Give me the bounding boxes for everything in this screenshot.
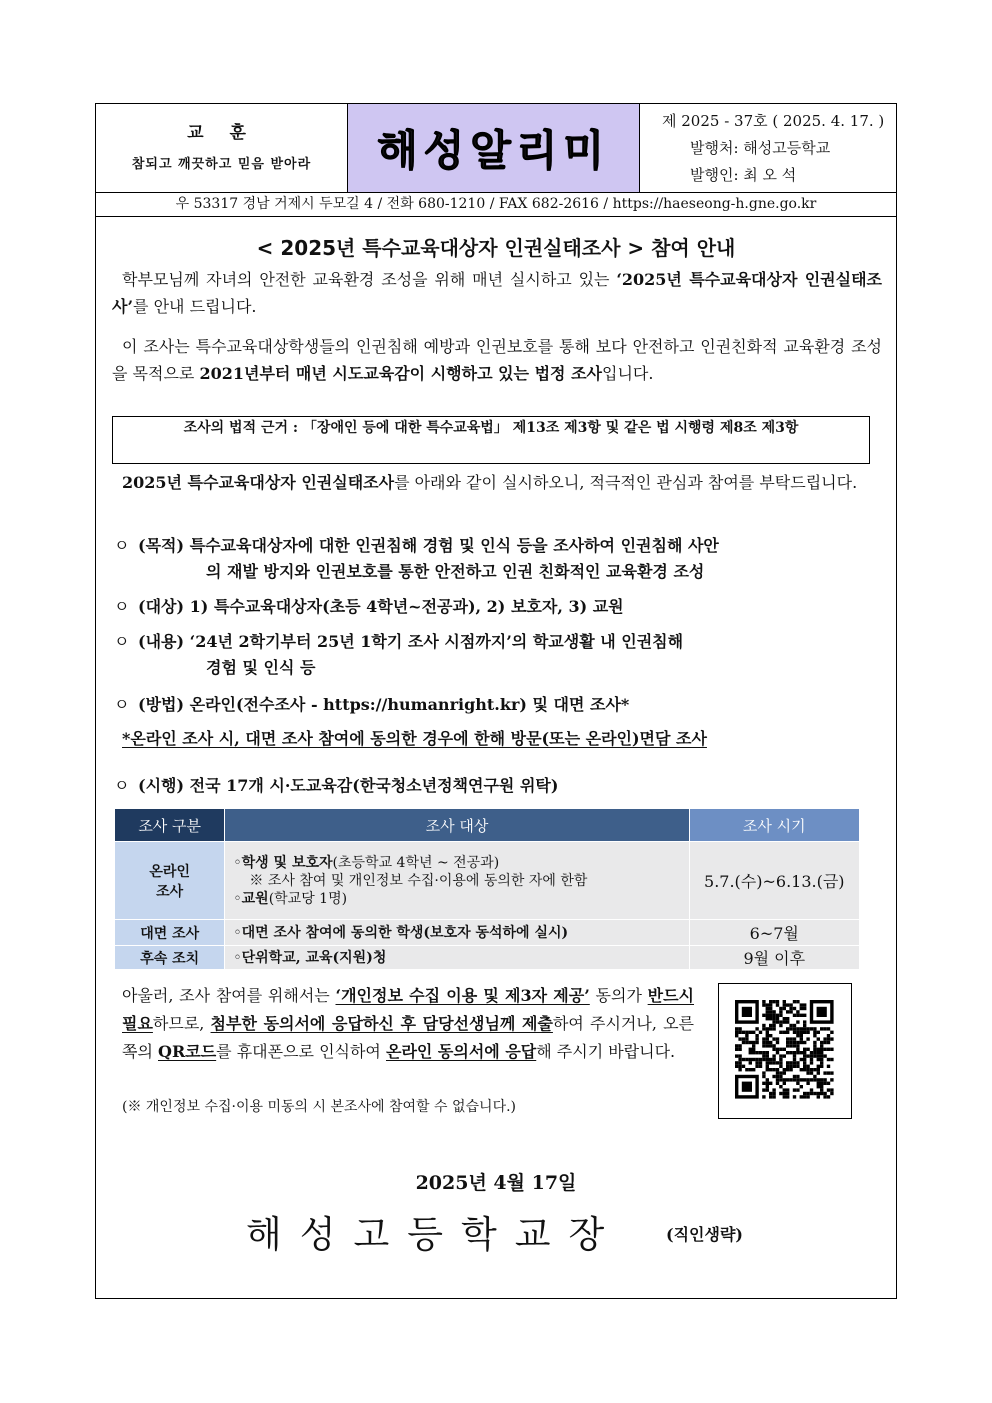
online-students-parents: ◦학생 및 보호자 (233, 854, 333, 871)
online-period: 5.7.(수)~6.13.(금) (689, 842, 859, 920)
newsletter-header (96, 104, 896, 193)
face-period: 6~7월 (689, 920, 859, 946)
follow-target: ◦단위학교, 교육(지원)청 (225, 946, 689, 970)
purpose-line-1: (목적) 특수교육대상자에 대한 인권침해 경험 및 인식 등을 조사하여 인권침해 사안 (138, 536, 719, 555)
bullet-icon: ㅇ (114, 632, 130, 651)
notice-required: 반드시 필요 (122, 986, 695, 1033)
intro1-survey-name: ‘2025년 특수교육대상자 인권실태조사’ (112, 270, 883, 316)
newsletter-title-box (348, 104, 640, 192)
header-period: 조사 시기 (689, 809, 859, 842)
intro2-legal-survey: 2021년부터 매년 시도교육감이 시행하고 있는 법정 조사 (199, 364, 602, 383)
bullet-icon: ㅇ (114, 536, 130, 555)
face-target: ◦대면 조사 참여에 동의한 학생(보호자 동석하에 실시) (225, 920, 689, 946)
item-target (114, 594, 884, 620)
newsletter-title: 해성알리미 (377, 126, 610, 175)
table-header-row (115, 809, 860, 842)
bullet-icon: ㅇ (114, 597, 130, 616)
method-text: (방법) 온라인(전수조사 - https://humanright.kr) 및 대면 조사* (138, 695, 630, 714)
legal-basis-box: 조사의 법적 근거 : 「장애인 등에 대한 특수교육법」 제13조 제3항 및 같은 법 시행령 제8조 제3항 (112, 416, 870, 464)
publisher: 발행처: 해성고등학교 (690, 139, 831, 157)
notice-text-6: 해 주시기 바랍니다. (536, 1042, 676, 1061)
header-category: 조사 구분 (115, 809, 225, 842)
method-note-text: *온라인 조사 시, 대면 조사 참여에 동의한 경우에 한해 방문(또는 온라인)면담 조사 (122, 729, 707, 748)
online-teachers: ◦교원 (233, 890, 269, 907)
follow-period: 9월 이후 (689, 946, 859, 970)
online-target-line-3 (233, 890, 688, 908)
issue-number: 제 2025 - 37호 ( 2025. 4. 17. ) (662, 112, 885, 130)
issue-date: 2025년 4월 17일 (415, 1172, 577, 1194)
content-line-2: 경험 및 인식 등 (206, 658, 316, 677)
purpose-line-2: 의 재발 방지와 인권보호를 통한 안전하고 인권 친화적인 교육환경 조성 (206, 562, 705, 581)
bullet-icon: ㅇ (114, 776, 130, 795)
item-execution (114, 773, 884, 799)
item-method (114, 692, 884, 718)
motto-label: 교 훈 (187, 123, 256, 143)
intro3-survey-name: 2025년 특수교육대상자 인권실태조사 (122, 473, 395, 492)
notice-consent-type: ‘개인정보 수집 이용 및 제3자 제공’ (335, 986, 590, 1005)
motto-box (96, 104, 348, 192)
issuer: 발행인: 최 오 석 (690, 166, 797, 184)
content-line-1: (내용) ‘24년 2학기부터 25년 1학기 조사 시점까지’의 학교생활 내 인권침해 (138, 632, 684, 651)
notice-text-2: 동의가 (589, 986, 648, 1005)
notice-text-4: 하여 주시거나, 오른쪽의 (122, 1014, 694, 1061)
bullet-icon: ㅇ (114, 695, 130, 714)
online-target (225, 842, 689, 920)
notice-submit-form: 첨부한 동의서에 응답하신 후 담당선생님께 제출 (210, 1014, 553, 1033)
item-purpose (114, 533, 884, 585)
notice-text-3: 하므로, (152, 1014, 211, 1033)
item-content (114, 629, 884, 681)
online-category: 온라인 조사 (115, 842, 225, 920)
table-row-face (115, 920, 860, 946)
consent-notice (122, 982, 694, 1066)
online-teachers-count: (학교당 1명) (268, 890, 348, 907)
table-row-follow (115, 946, 860, 970)
intro-paragraph-2 (112, 333, 882, 387)
principal-name: 해성고등학교장 (246, 1213, 623, 1256)
face-category: 대면 조사 (115, 920, 225, 946)
newsletter-frame (95, 103, 897, 1299)
notice-text-1: 아울러, 조사 참여를 위해서는 (122, 986, 336, 1005)
online-students-range: (초등학교 4학년 ~ 전공과) (332, 854, 500, 871)
online-target-line-1 (233, 854, 688, 872)
notice-online-consent: 온라인 동의서에 응답 (385, 1042, 537, 1061)
intro1-text-end: 를 안내 드립니다. (133, 297, 257, 316)
execution-text: (시행) 전국 17개 시·도교육감(한국청소년정책연구원 위탁) (138, 776, 559, 795)
online-target-note: ※ 조사 참여 및 개인정보 수집·이용에 동의한 자에 한함 (249, 872, 588, 889)
notice-text-5: 를 휴대폰으로 인식하여 (216, 1042, 386, 1061)
intro-paragraph-1 (112, 266, 882, 320)
intro2-text: 이 조사는 특수교육대상학생들의 인권침해 예방과 인권보호를 통해 보다 안전하고 인권친화적 교육환경 조성을 목적으로 (112, 337, 882, 383)
follow-category: 후속 조치 (115, 946, 225, 970)
qr-code-icon[interactable] (719, 984, 851, 1118)
table-row-online (115, 842, 860, 920)
method-note (122, 726, 892, 752)
intro1-text: 학부모님께 자녀의 안전한 교육환경 조성을 위해 매년 실시하고 있는 (122, 270, 617, 289)
intro3-text: 를 아래와 같이 실시하오니, 적극적인 관심과 참여를 부탁드립니다. (394, 473, 858, 492)
seal-omitted-note: (직인생략) (666, 1225, 743, 1244)
main-title: < 2025년 특수교육대상자 인권실태조사 > 참여 안내 (256, 236, 736, 260)
issue-info (640, 104, 896, 192)
notice-qr-code: QR코드 (158, 1042, 217, 1061)
motto-text: 참되고 깨끗하고 믿음 받아라 (131, 157, 312, 172)
qr-code-box[interactable] (718, 983, 852, 1119)
intro-paragraph-3 (112, 469, 882, 496)
target-text: (대상) 1) 특수교육대상자(초등 4학년~전공과), 2) 보호자, 3) 교원 (138, 597, 624, 616)
address-bar: 우 53317 경남 거제시 두모길 4 / 전화 680-1210 / FAX 682-2616 / https://haeseong-h.gne.go.kr (96, 192, 896, 217)
intro2-text-end: 입니다. (601, 364, 654, 383)
non-consent-note: (※ 개인정보 수집·이용 미동의 시 본조사에 참여할 수 없습니다.) (122, 1099, 517, 1115)
schedule-table (114, 808, 860, 970)
header-target: 조사 대상 (225, 809, 689, 842)
